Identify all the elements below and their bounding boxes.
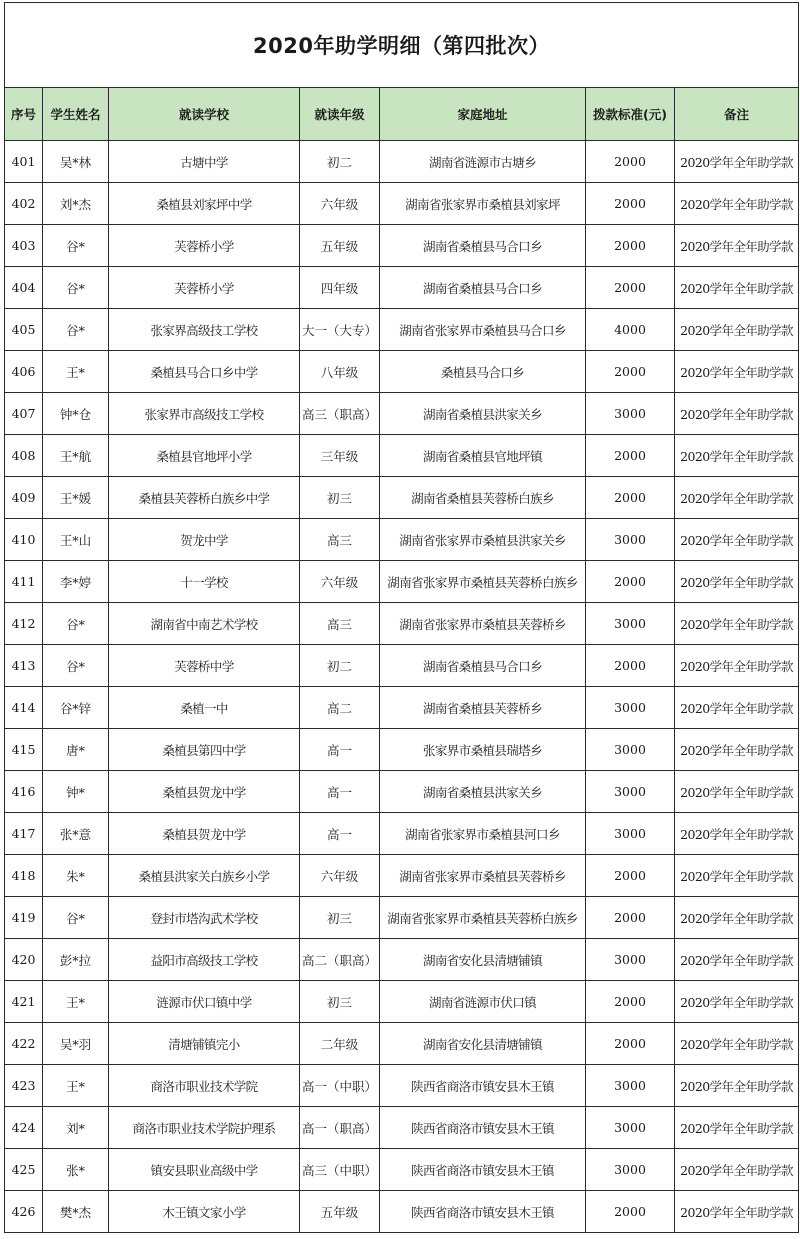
cell-grade: 高二 — [300, 687, 380, 729]
table-row — [5, 981, 799, 1023]
cell-note: 2020学年全年助学款 — [675, 351, 799, 393]
cell-no: 403 — [5, 225, 43, 267]
table-row — [5, 603, 799, 645]
cell-no: 411 — [5, 561, 43, 603]
cell-amount: 2000 — [586, 1023, 675, 1065]
table-row — [5, 1065, 799, 1107]
cell-name: 钟* — [43, 771, 109, 813]
cell-note: 2020学年全年助学款 — [675, 729, 799, 771]
cell-address: 湖南省安化县清塘铺镇 — [380, 939, 586, 981]
cell-grade: 六年级 — [300, 855, 380, 897]
cell-no: 418 — [5, 855, 43, 897]
cell-name: 刘*杰 — [43, 183, 109, 225]
cell-note: 2020学年全年助学款 — [675, 1191, 799, 1233]
table-row — [5, 477, 799, 519]
cell-amount: 2000 — [586, 351, 675, 393]
aid-detail-table — [4, 2, 799, 1233]
table-row — [5, 519, 799, 561]
cell-note: 2020学年全年助学款 — [675, 981, 799, 1023]
cell-grade: 高一 — [300, 729, 380, 771]
cell-grade: 五年级 — [300, 225, 380, 267]
cell-amount: 3000 — [586, 1107, 675, 1149]
cell-note: 2020学年全年助学款 — [675, 267, 799, 309]
table-header-row — [5, 88, 799, 141]
cell-school: 桑植县第四中学 — [109, 729, 300, 771]
cell-grade: 二年级 — [300, 1023, 380, 1065]
cell-name: 王* — [43, 1065, 109, 1107]
cell-address: 陕西省商洛市镇安县木王镇 — [380, 1149, 586, 1191]
table-row — [5, 183, 799, 225]
cell-no: 420 — [5, 939, 43, 981]
cell-address: 湖南省涟源市古塘乡 — [380, 141, 586, 183]
cell-no: 415 — [5, 729, 43, 771]
cell-note: 2020学年全年助学款 — [675, 225, 799, 267]
cell-amount: 2000 — [586, 477, 675, 519]
cell-name: 谷* — [43, 897, 109, 939]
cell-no: 419 — [5, 897, 43, 939]
cell-amount: 2000 — [586, 561, 675, 603]
cell-address: 湖南省张家界市桑植县洪家关乡 — [380, 519, 586, 561]
cell-note: 2020学年全年助学款 — [675, 897, 799, 939]
cell-grade: 高三 — [300, 603, 380, 645]
col-header-address: 家庭地址 — [380, 88, 586, 141]
col-header-grade: 就读年级 — [300, 88, 380, 141]
cell-name: 张* — [43, 1149, 109, 1191]
cell-address: 湖南省桑植县芙蓉桥白族乡 — [380, 477, 586, 519]
cell-school: 涟源市伏口镇中学 — [109, 981, 300, 1023]
table-row — [5, 351, 799, 393]
cell-address: 湖南省桑植县芙蓉桥乡 — [380, 687, 586, 729]
cell-name: 李*婷 — [43, 561, 109, 603]
cell-note: 2020学年全年助学款 — [675, 477, 799, 519]
cell-name: 朱* — [43, 855, 109, 897]
cell-grade: 高一（中职） — [300, 1065, 380, 1107]
cell-name: 吴*羽 — [43, 1023, 109, 1065]
cell-amount: 3000 — [586, 813, 675, 855]
cell-name: 彭*拉 — [43, 939, 109, 981]
cell-amount: 2000 — [586, 981, 675, 1023]
cell-note: 2020学年全年助学款 — [675, 771, 799, 813]
cell-grade: 初三 — [300, 981, 380, 1023]
cell-address: 桑植县马合口乡 — [380, 351, 586, 393]
cell-note: 2020学年全年助学款 — [675, 645, 799, 687]
cell-amount: 2000 — [586, 645, 675, 687]
col-header-amount: 拨款标准(元) — [586, 88, 675, 141]
cell-school: 桑植县洪家关白族乡小学 — [109, 855, 300, 897]
cell-school: 十一学校 — [109, 561, 300, 603]
cell-school: 商洛市职业技术学院 — [109, 1065, 300, 1107]
cell-no: 417 — [5, 813, 43, 855]
cell-amount: 3000 — [586, 1149, 675, 1191]
table-row — [5, 561, 799, 603]
cell-amount: 3000 — [586, 1065, 675, 1107]
cell-address: 湖南省桑植县马合口乡 — [380, 267, 586, 309]
cell-note: 2020学年全年助学款 — [675, 309, 799, 351]
cell-no: 409 — [5, 477, 43, 519]
cell-school: 芙蓉桥小学 — [109, 267, 300, 309]
cell-address: 陕西省商洛市镇安县木王镇 — [380, 1107, 586, 1149]
cell-amount: 4000 — [586, 309, 675, 351]
cell-no: 407 — [5, 393, 43, 435]
cell-name: 王* — [43, 981, 109, 1023]
cell-address: 湖南省张家界市桑植县芙蓉桥白族乡 — [380, 897, 586, 939]
cell-address: 湖南省桑植县洪家关乡 — [380, 393, 586, 435]
col-header-note: 备注 — [675, 88, 799, 141]
cell-note: 2020学年全年助学款 — [675, 1149, 799, 1191]
cell-amount: 3000 — [586, 771, 675, 813]
cell-school: 登封市塔沟武术学校 — [109, 897, 300, 939]
cell-address: 湖南省张家界市桑植县芙蓉桥白族乡 — [380, 561, 586, 603]
cell-name: 谷*锌 — [43, 687, 109, 729]
cell-grade: 高一（职高） — [300, 1107, 380, 1149]
cell-address: 湖南省安化县清塘铺镇 — [380, 1023, 586, 1065]
cell-grade: 初二 — [300, 141, 380, 183]
cell-name: 唐* — [43, 729, 109, 771]
cell-grade: 六年级 — [300, 561, 380, 603]
cell-amount: 2000 — [586, 225, 675, 267]
cell-school: 清塘铺镇完小 — [109, 1023, 300, 1065]
cell-note: 2020学年全年助学款 — [675, 687, 799, 729]
cell-address: 湖南省张家界市桑植县芙蓉桥乡 — [380, 855, 586, 897]
cell-no: 423 — [5, 1065, 43, 1107]
cell-name: 谷* — [43, 225, 109, 267]
col-header-name: 学生姓名 — [43, 88, 109, 141]
cell-note: 2020学年全年助学款 — [675, 1023, 799, 1065]
cell-no: 416 — [5, 771, 43, 813]
cell-no: 426 — [5, 1191, 43, 1233]
cell-address: 湖南省张家界市桑植县芙蓉桥乡 — [380, 603, 586, 645]
cell-note: 2020学年全年助学款 — [675, 939, 799, 981]
col-header-school: 就读学校 — [109, 88, 300, 141]
table-row — [5, 687, 799, 729]
cell-no: 401 — [5, 141, 43, 183]
cell-school: 桑植县马合口乡中学 — [109, 351, 300, 393]
cell-no: 410 — [5, 519, 43, 561]
table-row — [5, 267, 799, 309]
cell-no: 404 — [5, 267, 43, 309]
cell-school: 桑植县芙蓉桥白族乡中学 — [109, 477, 300, 519]
table-row — [5, 1191, 799, 1233]
cell-amount: 3000 — [586, 393, 675, 435]
cell-amount: 2000 — [586, 183, 675, 225]
table-row — [5, 897, 799, 939]
cell-grade: 高三（职高） — [300, 393, 380, 435]
cell-note: 2020学年全年助学款 — [675, 141, 799, 183]
cell-address: 湖南省张家界市桑植县刘家坪 — [380, 183, 586, 225]
cell-amount: 3000 — [586, 939, 675, 981]
cell-note: 2020学年全年助学款 — [675, 1065, 799, 1107]
cell-amount: 3000 — [586, 603, 675, 645]
cell-name: 谷* — [43, 267, 109, 309]
cell-school: 湖南省中南艺术学校 — [109, 603, 300, 645]
cell-amount: 2000 — [586, 435, 675, 477]
cell-no: 421 — [5, 981, 43, 1023]
cell-address: 湖南省张家界市桑植县马合口乡 — [380, 309, 586, 351]
cell-amount: 2000 — [586, 141, 675, 183]
cell-grade: 六年级 — [300, 183, 380, 225]
cell-name: 谷* — [43, 645, 109, 687]
cell-name: 王* — [43, 351, 109, 393]
table-row — [5, 309, 799, 351]
cell-grade: 高三 — [300, 519, 380, 561]
cell-school: 桑植县贺龙中学 — [109, 813, 300, 855]
cell-no: 406 — [5, 351, 43, 393]
table-row — [5, 729, 799, 771]
cell-address: 湖南省涟源市伏口镇 — [380, 981, 586, 1023]
cell-note: 2020学年全年助学款 — [675, 855, 799, 897]
cell-no: 405 — [5, 309, 43, 351]
cell-school: 芙蓉桥小学 — [109, 225, 300, 267]
cell-grade: 八年级 — [300, 351, 380, 393]
cell-grade: 五年级 — [300, 1191, 380, 1233]
cell-amount: 3000 — [586, 519, 675, 561]
cell-grade: 高一 — [300, 813, 380, 855]
cell-amount: 2000 — [586, 1191, 675, 1233]
table-row — [5, 141, 799, 183]
cell-grade: 三年级 — [300, 435, 380, 477]
cell-note: 2020学年全年助学款 — [675, 519, 799, 561]
cell-name: 王*山 — [43, 519, 109, 561]
cell-note: 2020学年全年助学款 — [675, 183, 799, 225]
cell-school: 贺龙中学 — [109, 519, 300, 561]
cell-school: 桑植县贺龙中学 — [109, 771, 300, 813]
cell-amount: 2000 — [586, 855, 675, 897]
table-row — [5, 813, 799, 855]
cell-grade: 高二（职高） — [300, 939, 380, 981]
cell-school: 古塘中学 — [109, 141, 300, 183]
cell-note: 2020学年全年助学款 — [675, 603, 799, 645]
cell-name: 刘* — [43, 1107, 109, 1149]
cell-note: 2020学年全年助学款 — [675, 435, 799, 477]
cell-no: 414 — [5, 687, 43, 729]
cell-school: 芙蓉桥中学 — [109, 645, 300, 687]
cell-note: 2020学年全年助学款 — [675, 393, 799, 435]
table-title: 2020年助学明细（第四批次） — [5, 3, 799, 88]
cell-school: 木王镇文家小学 — [109, 1191, 300, 1233]
table-row — [5, 771, 799, 813]
cell-no: 412 — [5, 603, 43, 645]
table-row — [5, 225, 799, 267]
cell-no: 413 — [5, 645, 43, 687]
cell-school: 桑植县刘家坪中学 — [109, 183, 300, 225]
table-row — [5, 939, 799, 981]
cell-note: 2020学年全年助学款 — [675, 561, 799, 603]
cell-name: 谷* — [43, 603, 109, 645]
cell-address: 张家界市桑植县瑞塔乡 — [380, 729, 586, 771]
cell-school: 益阳市高级技工学校 — [109, 939, 300, 981]
cell-no: 402 — [5, 183, 43, 225]
col-header-no: 序号 — [5, 88, 43, 141]
cell-school: 张家界市高级技工学校 — [109, 393, 300, 435]
cell-grade: 初三 — [300, 477, 380, 519]
table-row — [5, 1149, 799, 1191]
table-row — [5, 393, 799, 435]
cell-amount: 3000 — [586, 687, 675, 729]
cell-address: 湖南省桑植县马合口乡 — [380, 645, 586, 687]
cell-address: 湖南省张家界市桑植县河口乡 — [380, 813, 586, 855]
cell-note: 2020学年全年助学款 — [675, 1107, 799, 1149]
cell-grade: 四年级 — [300, 267, 380, 309]
cell-school: 张家界高级技工学校 — [109, 309, 300, 351]
cell-amount: 2000 — [586, 267, 675, 309]
cell-address: 湖南省桑植县官地坪镇 — [380, 435, 586, 477]
cell-school: 镇安县职业高级中学 — [109, 1149, 300, 1191]
cell-note: 2020学年全年助学款 — [675, 813, 799, 855]
table-row — [5, 1107, 799, 1149]
cell-name: 樊*杰 — [43, 1191, 109, 1233]
table-row — [5, 855, 799, 897]
cell-grade: 高一 — [300, 771, 380, 813]
table-row — [5, 435, 799, 477]
cell-grade: 初三 — [300, 897, 380, 939]
cell-grade: 大一（大专） — [300, 309, 380, 351]
cell-name: 王*媛 — [43, 477, 109, 519]
cell-no: 425 — [5, 1149, 43, 1191]
cell-address: 湖南省桑植县马合口乡 — [380, 225, 586, 267]
table-row — [5, 1023, 799, 1065]
cell-no: 408 — [5, 435, 43, 477]
cell-address: 陕西省商洛市镇安县木王镇 — [380, 1065, 586, 1107]
cell-grade: 高三（中职） — [300, 1149, 380, 1191]
cell-name: 钟*仓 — [43, 393, 109, 435]
cell-school: 桑植县官地坪小学 — [109, 435, 300, 477]
cell-name: 吴*林 — [43, 141, 109, 183]
cell-school: 商洛市职业技术学院护理系 — [109, 1107, 300, 1149]
cell-address: 湖南省桑植县洪家关乡 — [380, 771, 586, 813]
cell-name: 张*意 — [43, 813, 109, 855]
table-body — [5, 141, 799, 1233]
cell-school: 桑植一中 — [109, 687, 300, 729]
cell-amount: 3000 — [586, 729, 675, 771]
cell-name: 谷* — [43, 309, 109, 351]
cell-name: 王*航 — [43, 435, 109, 477]
cell-address: 陕西省商洛市镇安县木王镇 — [380, 1191, 586, 1233]
table-row — [5, 645, 799, 687]
cell-grade: 初二 — [300, 645, 380, 687]
cell-no: 424 — [5, 1107, 43, 1149]
cell-amount: 2000 — [586, 897, 675, 939]
cell-no: 422 — [5, 1023, 43, 1065]
